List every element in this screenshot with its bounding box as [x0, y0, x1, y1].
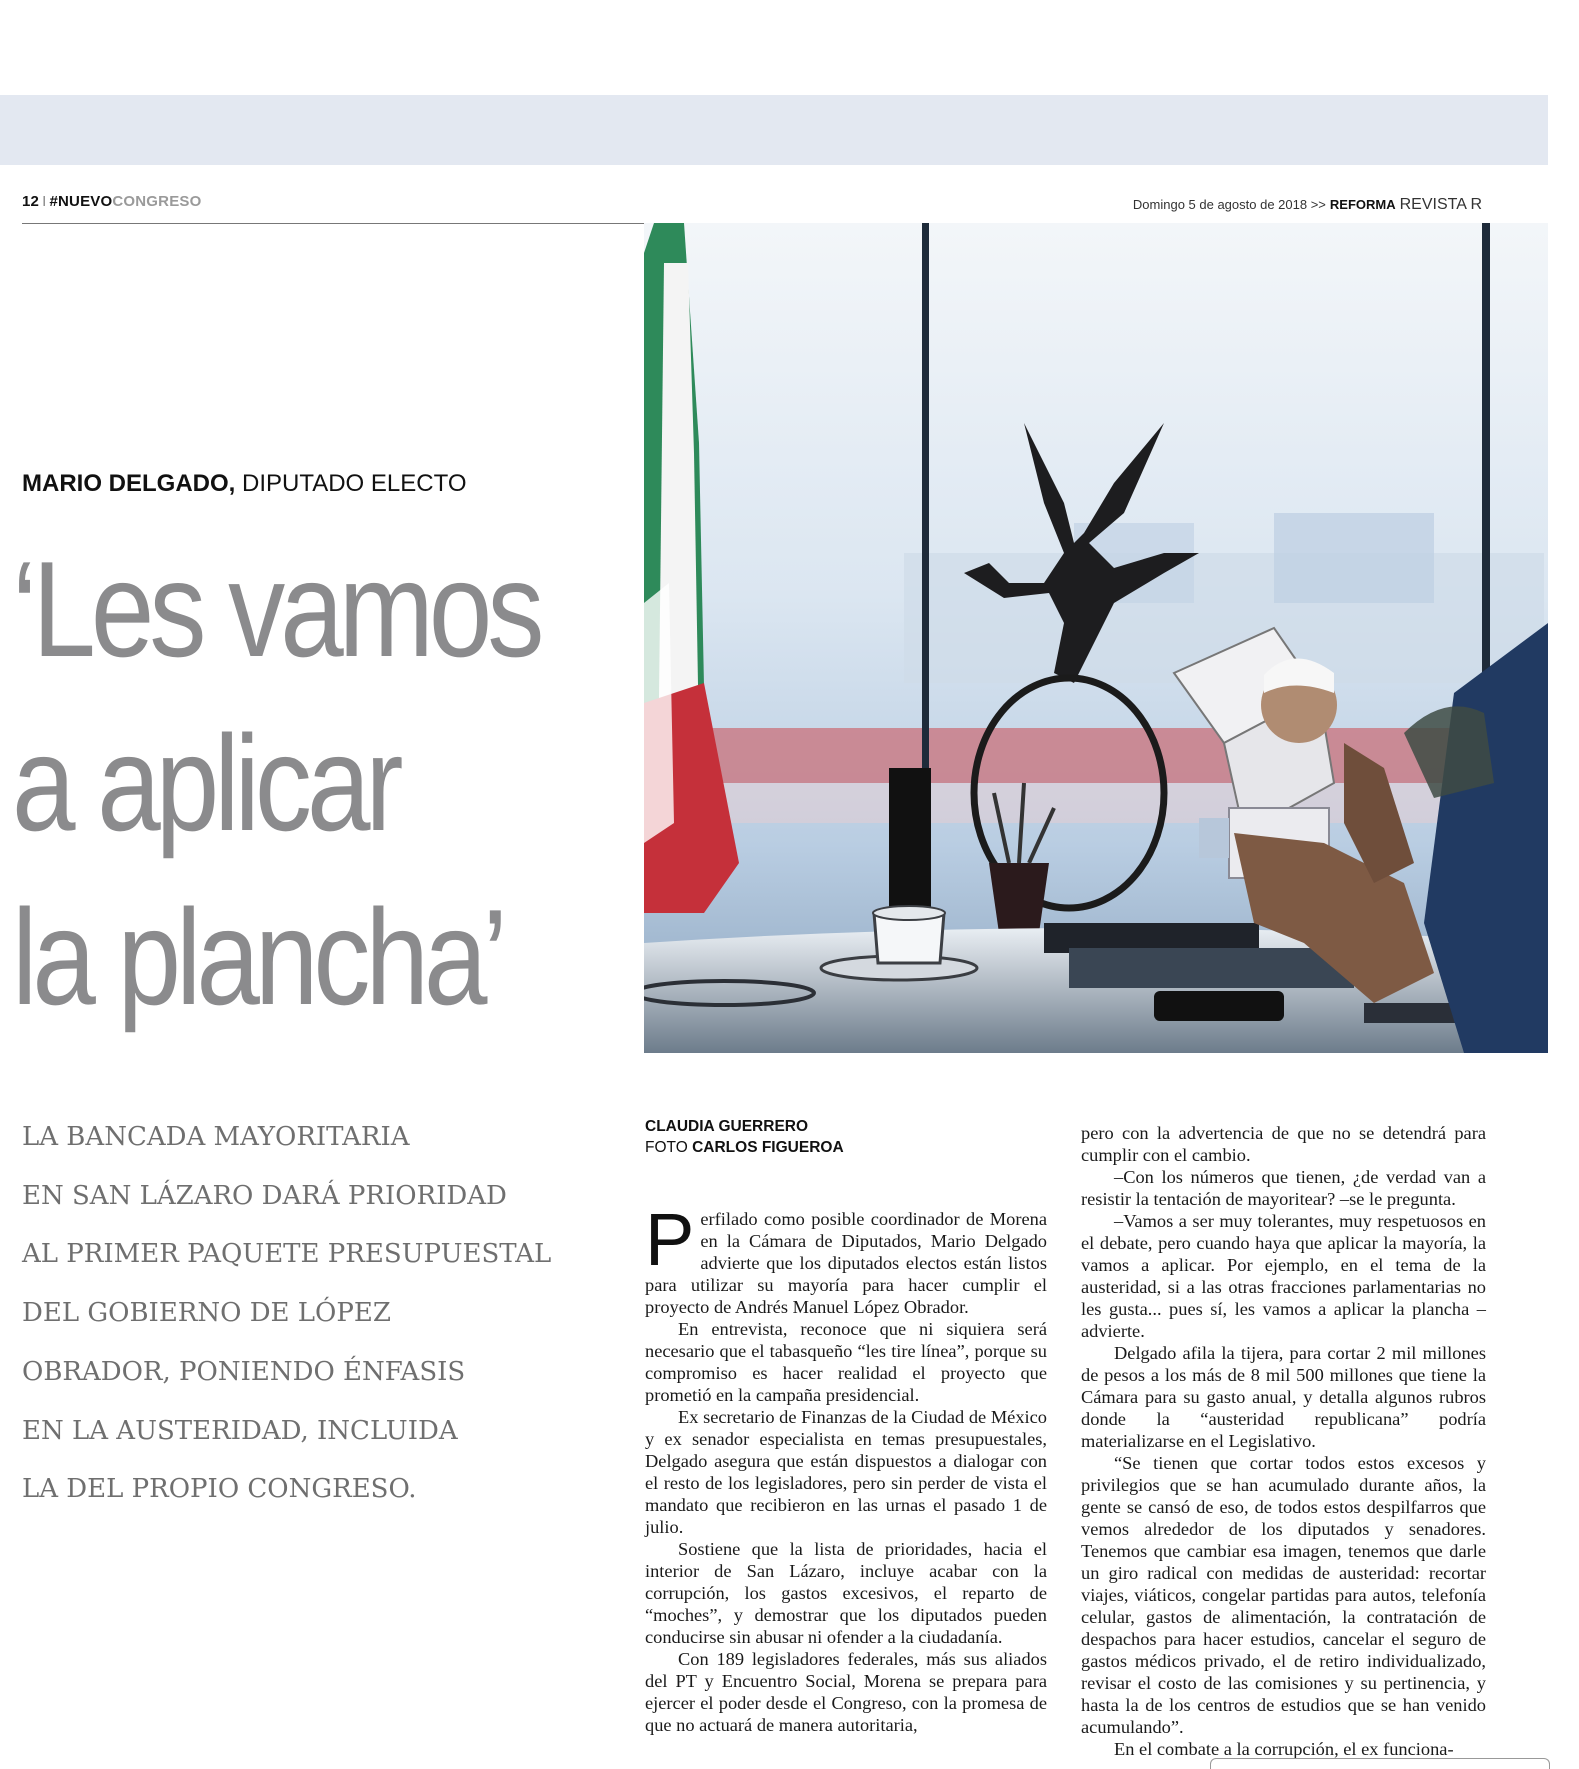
headline-line: a aplicar: [12, 707, 399, 859]
deck-line: DEL GOBIERNO DE LÓPEZ: [22, 1298, 391, 1329]
deck-line: AL PRIMER PAQUETE PRESUPUESTAL: [22, 1239, 552, 1270]
headline-line: la plancha’: [12, 881, 503, 1033]
section-hashtag-rest: CONGRESO: [112, 193, 202, 210]
byline-photo-credit: [645, 1137, 844, 1158]
deck-line: EN LA AUSTERIDAD, INCLUIDA: [22, 1415, 458, 1446]
body-paragraph: En el combate a la corrupción, el ex funciona-: [1114, 1739, 1454, 1759]
drop-cap: P: [645, 1198, 695, 1281]
header-rule: [22, 223, 644, 224]
body-column-1: [645, 1198, 1047, 1736]
top-color-band: [0, 95, 1548, 165]
folio-separator: I: [42, 193, 47, 210]
section-hashtag: #NUEVO: [49, 193, 113, 210]
body-paragraph: [645, 1198, 1047, 1318]
photographer: CARLOS FIGUEROA: [692, 1139, 844, 1156]
body-paragraph: Con 189 legisladores federales, más sus aliados del PT y Encuentro Social, Morena se prepara para ejercer el poder desde el Congreso, con la promesa de que no actuará de manera autoritaria,: [645, 1649, 1047, 1735]
body-paragraph: Ex secretario de Finanzas de la Ciudad de México y ex senador especialista en temas presupuestales, Delgado asegura que están dispuestos a dialogar con el resto de los legisladores, pero sin perder de vista el mandato que recibieron en las urnas el pasado 1 de julio.: [645, 1407, 1047, 1537]
magazine-name: REVISTA R: [1399, 196, 1482, 213]
newspaper-brand: REFORMA: [1329, 197, 1396, 212]
body-paragraph: Delgado afila la tijera, para cortar 2 mil millones de pesos a los más de 8 mil 500 millones que tiene la Cámara para su gasto anual, y detalla algunos rubros donde la “austeridad republicana” podría materializarse en el Legislativo.: [1081, 1343, 1486, 1451]
headline-line: ‘Les vamos: [12, 533, 540, 685]
photo-label: FOTO: [645, 1139, 688, 1156]
paragraph-text: erfilado como posible coordinador de Morena en la Cámara de Diputados, Mario Delgado advierte que los diputados electos están listos para utilizar su mayoría para hacer cumplir el proyecto de Andrés Manuel López Obrador.: [645, 1209, 1047, 1317]
dateline: [1133, 196, 1482, 214]
body-paragraph: “Se tienen que cortar todos estos excesos y privilegios que se han acumulado durante años, la gente se cansó de eso, de todos estos despilfarros que vemos alrededor de los diputados y senadores. Tenemos que cambiar esa imagen, tenemos que darle un giro radical con medidas de austeridad: recortar viajes, viáticos, congelar partidas para autos, telefonía celular, gastos de alimentación, la contratación de despachos para hacer estudios, cancelar el seguro de gastos médicos privado, el de retiro individualizado, revisar el costo de las comisiones y su pertinencia, y hasta la de los centros de estudios que se han venido acumulando”.: [1081, 1453, 1486, 1737]
body-column-2: [1081, 1122, 1486, 1760]
page-folio: [22, 193, 201, 210]
headline: [12, 522, 539, 1044]
phone: [1154, 991, 1284, 1021]
byline: [645, 1116, 844, 1158]
body-paragraph: –Vamos a ser muy tolerantes, muy respetuosos en el debate, pero cuando haya que aplicar la mayoría, la vamos a aplicar. Por ejemplo, en el tema de la austeridad, si a las otras fracciones parlamentarias no les gusta... pues sí, les vamos a aplicar la plancha –advierte.: [1081, 1211, 1486, 1341]
photo-illustration: [644, 223, 1548, 1053]
kicker-name: MARIO DELGADO,: [22, 470, 236, 497]
deck-line: LA BANCADA MAYORITARIA: [22, 1122, 410, 1152]
byline-author: CLAUDIA GUERRERO: [645, 1118, 809, 1135]
deck: [22, 1108, 622, 1519]
body-paragraph: Sostiene que la lista de prioridades, hacia el interior de San Lázaro, incluye acabar con la corrupción, los gastos excesivos, el reparto de “moches”, y demostrar que los diputados pueden conducirse sin abusar ni ofender a la ciudadanía.: [645, 1539, 1047, 1647]
kicker: [22, 470, 466, 498]
body-paragraph: pero con la advertencia de que no se detendrá para cumplir con el cambio.: [1081, 1123, 1486, 1165]
kicker-role: DIPUTADO ELECTO: [242, 470, 467, 497]
deck-line: EN SAN LÁZARO DARÁ PRIORIDAD: [22, 1180, 507, 1211]
page-number: 12: [22, 193, 40, 210]
issue-date: Domingo 5 de agosto de 2018 >>: [1132, 197, 1326, 212]
body-paragraph: –Con los números que tienen, ¿de verdad van a resistir la tentación de mayoritear? –se le pregunta.: [1081, 1167, 1486, 1209]
deck-line: OBRADOR, PONIENDO ÉNFASIS: [22, 1356, 466, 1387]
deck-line: LA DEL PROPIO CONGRESO.: [22, 1474, 417, 1505]
article-photo: [644, 223, 1548, 1053]
body-paragraph: En entrevista, reconoce que ni siquiera será necesario que el tabasqueño “les tire línea”, porque su compromiso es hacer realidad el proyecto que prometió en la campaña presidencial.: [645, 1319, 1047, 1405]
